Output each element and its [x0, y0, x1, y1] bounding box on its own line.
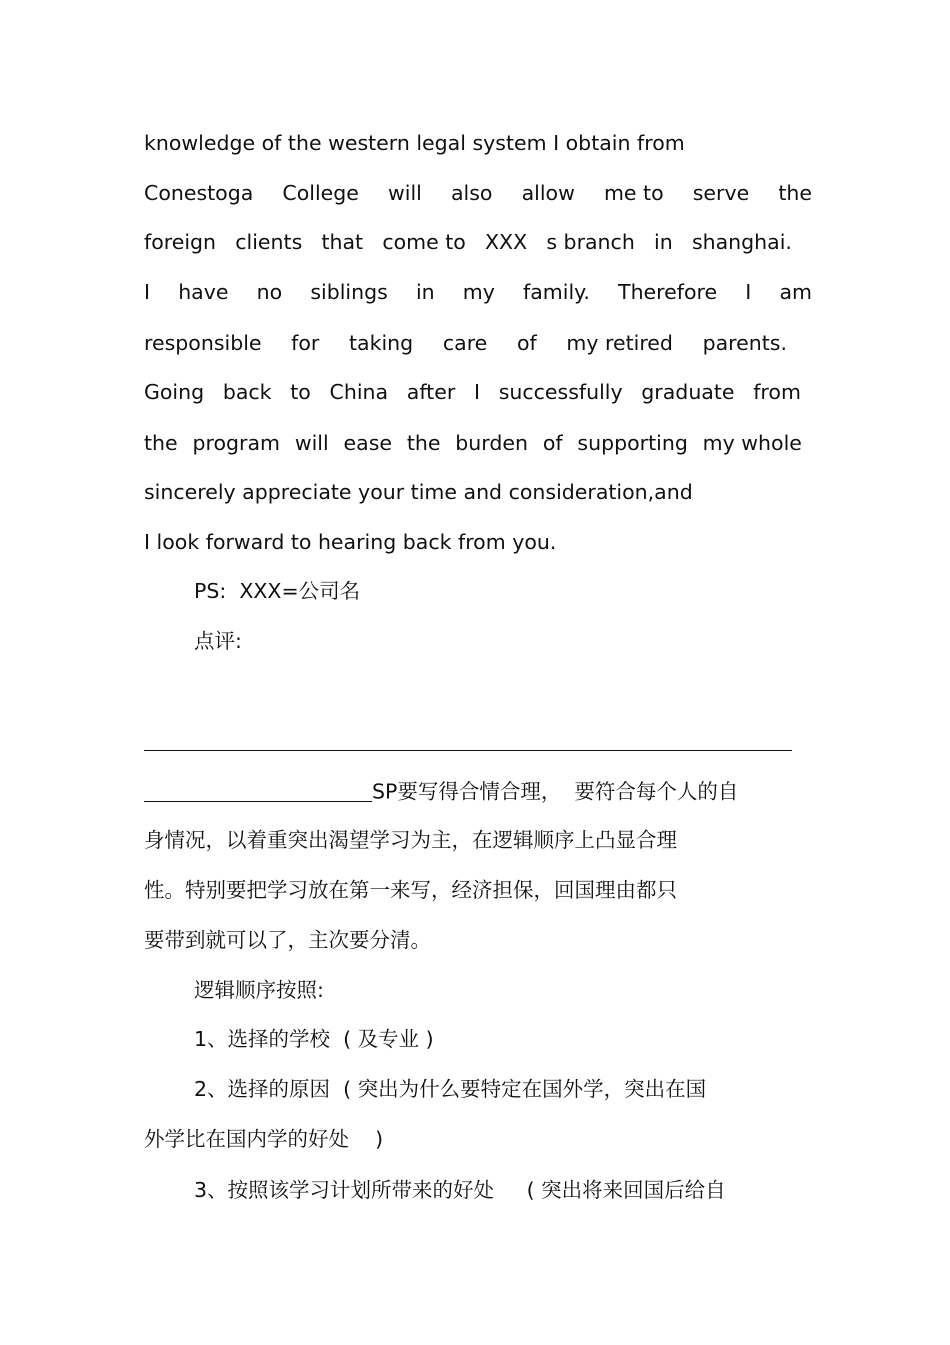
word: ease [343, 431, 392, 455]
list-item: 3、按照该学习计划所带来的好处 ( 突出将来回国后给自 [194, 1178, 726, 1202]
word: program [192, 431, 280, 455]
logic-label: 逻辑顺序按照: [194, 978, 324, 1002]
word: in [415, 280, 435, 304]
word: my retired [566, 331, 673, 355]
text-line-justified [144, 232, 792, 253]
word: care [442, 331, 488, 355]
word: serve [692, 181, 750, 205]
word: my whole [702, 431, 802, 455]
word: the [778, 181, 812, 205]
word: will [294, 431, 329, 455]
word: I [144, 280, 151, 304]
text-line-justified [144, 433, 802, 454]
text-line-justified [144, 333, 787, 354]
word: for [291, 331, 320, 355]
text-line-justified [144, 282, 812, 303]
text-line: knowledge of the western legal system I obtain from [144, 131, 685, 155]
word: am [779, 280, 812, 304]
word: will [388, 181, 422, 205]
word: clients [235, 230, 303, 254]
word: that [321, 230, 364, 254]
comment-text: SP要写得合情合理， 要符合每个人的自 [372, 779, 739, 804]
word: come to [382, 230, 466, 254]
word: College [282, 181, 359, 205]
word: the [406, 431, 441, 455]
word: from [753, 380, 801, 404]
word: my [462, 280, 495, 304]
word: parents. [702, 331, 787, 355]
word: Conestoga [144, 181, 254, 205]
word: family. [523, 280, 590, 304]
comment-line: 身情况，以着重突出渴望学习为主，在逻辑顺序上凸显合理 [144, 828, 677, 852]
word: Going [144, 380, 205, 404]
comment-line: 性。特别要把学习放在第一来写，经济担保，回国理由都只 [144, 878, 677, 902]
word: successfully [498, 380, 623, 404]
word: foreign [144, 230, 217, 254]
word: XXX [485, 230, 528, 254]
word: taking [349, 331, 414, 355]
word: the [144, 431, 178, 455]
word: to [290, 380, 311, 404]
word: China [329, 380, 389, 404]
word: siblings [310, 280, 388, 304]
word: s branch [546, 230, 635, 254]
word: shanghai. [691, 230, 792, 254]
word: of [516, 331, 537, 355]
text-line-justified [144, 183, 812, 204]
word: in [654, 230, 673, 254]
word: I [745, 280, 752, 304]
list-item: 1、选择的学校 ( 及专业 ) [194, 1027, 434, 1051]
blank-underline [144, 750, 792, 751]
word: responsible [144, 331, 262, 355]
list-item: 2、选择的原因 ( 突出为什么要特定在国外学，突出在国 [194, 1077, 707, 1101]
word: allow [521, 181, 575, 205]
text-line: sincerely appreciate your time and consideration,and [144, 480, 693, 504]
comment-line: 要带到就可以了，主次要分清。 [144, 928, 431, 952]
word: Therefore [618, 280, 718, 304]
word: back [222, 380, 272, 404]
word: also [450, 181, 493, 205]
word: me to [603, 181, 664, 205]
blank-underline [144, 779, 372, 802]
text-line: I look forward to hearing back from you. [144, 530, 557, 554]
comment-line [144, 779, 738, 802]
word: supporting [577, 431, 688, 455]
ps-note: PS: XXX=公司名 [194, 579, 361, 603]
word: burden [455, 431, 528, 455]
text-line-justified [144, 382, 801, 403]
list-item-continuation: 外学比在国内学的好处 ) [144, 1127, 384, 1151]
word: no [256, 280, 283, 304]
word: I [473, 380, 480, 404]
word: graduate [641, 380, 735, 404]
word: of [542, 431, 563, 455]
comment-label: 点评: [194, 629, 242, 653]
word: have [178, 280, 229, 304]
word: after [406, 380, 456, 404]
